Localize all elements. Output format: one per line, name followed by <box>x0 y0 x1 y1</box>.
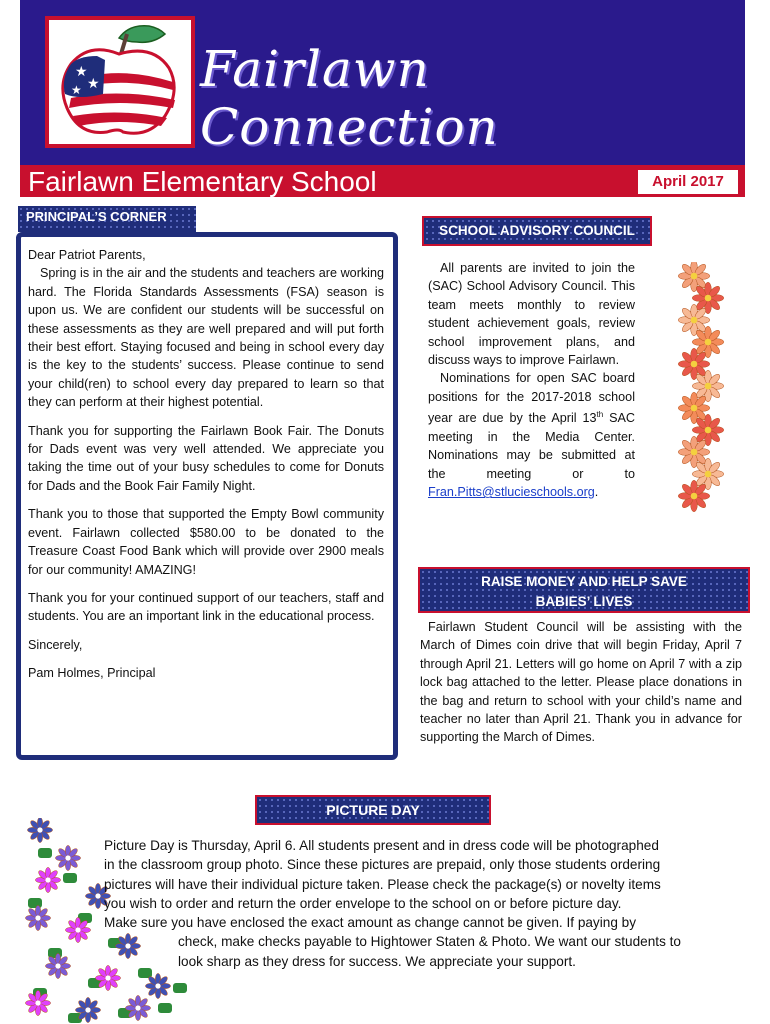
flower-icon <box>678 480 710 512</box>
flower-icon <box>35 867 60 892</box>
signature: Pam Holmes, Principal <box>28 666 156 681</box>
picture-day-line: pictures will have their individual picture taken. Please check the package(s) or novelty items <box>104 876 661 892</box>
sac-paragraph-nominations <box>428 369 635 501</box>
picture-day-article <box>104 836 744 971</box>
leaf-icon <box>173 983 187 993</box>
picture-day-line: look sharp as they dress for success. We appreciate your support. <box>178 953 576 969</box>
flower-icon <box>55 845 80 870</box>
raise-money-header-line: BABIES’ LIVES <box>535 594 633 609</box>
raise-money-header <box>418 567 750 613</box>
flower-icon <box>75 997 100 1022</box>
letter-paragraph: Thank you to those that supported the Empty Bowl community event. Fairlawn collected $580.00 to be donated to the Treasure Coast Food Bank which will provide over 2900 meals for our community! AMAZING! <box>28 507 384 577</box>
leaf-icon <box>63 873 77 883</box>
picture-day-line: you wish to order and return the order envelope to the school on or before picture day. <box>104 895 622 911</box>
issue-date: April 2017 <box>638 170 738 194</box>
flower-icon <box>27 818 52 843</box>
salutation: Dear Patriot Parents, <box>28 248 146 262</box>
flag-apple-icon <box>45 16 195 148</box>
flower-icon <box>25 905 50 930</box>
leaf-icon <box>158 1003 172 1013</box>
flower-column-decoration <box>670 262 730 517</box>
sac-email-link[interactable]: Fran.Pitts@stlucieschools.org <box>428 485 595 500</box>
flower-icon <box>145 973 170 998</box>
raise-money-body: Fairlawn Student Council will be assisting with the March of Dimes coin drive that will begin Friday, April 7 through April 21. Letters will go home on April 7 with a zip lock bag attached to the letter. Please place donations in the bag and return to school with your child’s name and teacher no later than April 21. Thank you in advance for supporting the March of Dimes. <box>420 620 742 745</box>
sac-paragraph: All parents are invited to join the (SAC) School Advisory Council. This team meets monthly to review student achievement goals, review school improvement plans, and discuss ways to improve Fairlawn. <box>428 261 635 368</box>
flower-icon <box>45 953 70 978</box>
letter-paragraph: Thank you for your continued support of our teachers, staff and students. You are an important link in the educational process. <box>28 590 384 624</box>
principals-corner-header: PRINCIPAL’S CORNER <box>18 206 196 232</box>
picture-day-header: PICTURE DAY <box>255 795 491 825</box>
school-name: Fairlawn Elementary School <box>28 166 377 197</box>
flower-icon <box>65 917 90 942</box>
letter-paragraph: Spring is in the air and the students and teachers are working hard. The Florida Standards Assessments (FSA) season is upon us. We are confident our students will be successful on these assessments as they are well prepared and will put forth their best effort. Staying focused and being in school every day is the key to the students’ success. Please continue to send your child(ren) to school every day prepared to learn so that they can perform at their highest potential. <box>28 266 384 410</box>
svg-text:★: ★ <box>75 64 88 80</box>
flower-icon <box>25 990 50 1015</box>
raise-money-header-line: RAISE MONEY AND HELP SAVE <box>481 574 687 589</box>
sac-article <box>428 259 635 501</box>
sac-text-part: SAC meeting in the Media Center. Nominations may be submitted at the meeting or to <box>428 411 635 481</box>
sac-header: SCHOOL ADVISORY COUNCIL <box>422 216 652 246</box>
closing: Sincerely, <box>28 637 83 652</box>
newsletter-title: Fairlawn Connection <box>200 40 499 156</box>
sac-text-part: . <box>594 485 599 500</box>
sac-text-part: Nominations for open SAC board positions for the 2017-2018 school year are due by the April 13 <box>428 371 635 426</box>
letter-paragraph: Thank you for supporting the Fairlawn Book Fair. The Donuts for Dads event was very well attended. We appreciate you taking the time out of your busy schedules to come for Donuts for Dads and the Book Fair Family Night. <box>28 423 384 493</box>
leaf-icon <box>38 848 52 858</box>
svg-text:★: ★ <box>71 83 82 97</box>
flower-icon <box>125 995 150 1020</box>
picture-day-line: check, make checks payable to Hightower Staten & Photo. We want our students to <box>178 934 681 950</box>
picture-day-line: Picture Day is Thursday, April 6. All students present and in dress code will be photographed <box>104 838 659 853</box>
picture-day-line: Make sure you have enclosed the exact amount as change cannot be given. If paying by <box>104 915 637 931</box>
picture-day-line: in the classroom group photo. Since these pictures are prepaid, only those students ordering <box>104 857 661 873</box>
ordinal-suffix: th <box>596 410 604 420</box>
svg-text:★: ★ <box>87 76 100 92</box>
raise-money-article <box>420 618 742 747</box>
principals-letter <box>28 246 384 693</box>
